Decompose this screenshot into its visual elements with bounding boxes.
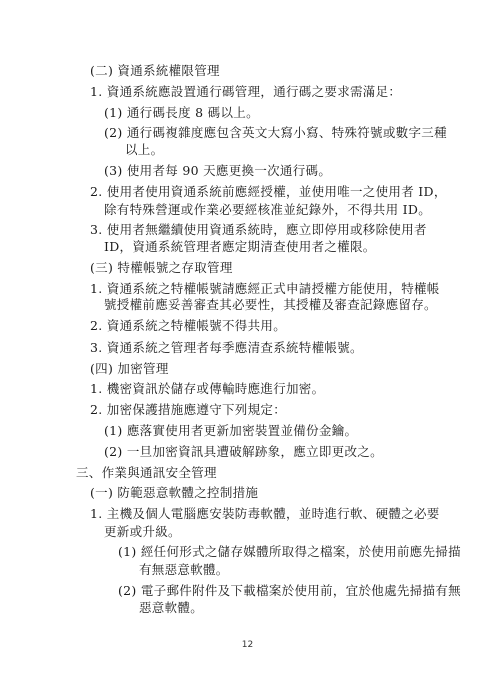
list-item: (2) 通行碼複雜度應包含英文大寫小寫、特殊符號或數字三種 <box>104 125 447 141</box>
list-item-continuation: ID，資通系統管理者應定期清查使用者之權限。 <box>104 239 376 255</box>
list-item: 1. 資通系統應設置通行碼管理，通行碼之要求需滿足： <box>90 83 402 99</box>
list-item-continuation: 除有特殊營運或作業必要經核准並紀錄外，不得共用 ID。 <box>104 201 432 217</box>
list-item: (1) 通行碼長度 8 碼以上。 <box>104 104 259 120</box>
list-item: 3. 使用者無繼續使用資通系統時，應立即停用或移除使用者 <box>90 221 427 237</box>
list-item-continuation: 惡意軟體。 <box>139 600 204 615</box>
list-item: 1. 機密資訊於儲存或傳輸時應進行加密。 <box>90 381 325 397</box>
chapter-heading: 三、作業與通訊安全管理 <box>76 464 217 480</box>
list-item: (1) 應落實使用者更新加密裝置並備份金鑰。 <box>104 423 358 439</box>
list-item: 1. 主機及個人電腦應安裝防毒軟體，並時進行軟、硬體之必要 <box>90 506 440 522</box>
list-item-continuation: 有無惡意軟體。 <box>139 561 229 577</box>
list-item: (2) 電子郵件附件及下載檔案於使用前，宜於他處先掃描有無 <box>118 582 461 598</box>
page-number: 12 <box>241 640 254 650</box>
list-item: 2. 資通系統之特權帳號不得共用。 <box>90 318 287 334</box>
list-item: 3. 資通系統之管理者每季應清查系統特權帳號。 <box>90 339 363 355</box>
list-item: (2) 一旦加密資訊具遭破解跡象，應立即更改之。 <box>104 443 383 459</box>
list-item: (3) 使用者每 90 天應更換一次通行碼。 <box>104 162 332 178</box>
section-heading: (四) 加密管理 <box>90 360 169 376</box>
list-item: (1) 經任何形式之儲存媒體所取得之檔案，於使用前應先掃描 <box>118 544 461 560</box>
section-heading: (二) 資通系統權限管理 <box>90 63 220 78</box>
list-item-continuation: 號授權前應妥善審查其必要性，其授權及審查記錄應留存。 <box>104 297 437 313</box>
list-item-continuation: 更新或升級。 <box>104 523 181 539</box>
section-heading: (三) 特權帳號之存取管理 <box>90 259 233 275</box>
list-item: 2. 加密保護措施應遵守下列規定： <box>90 402 287 418</box>
section-heading: (一) 防範惡意軟體之控制措施 <box>90 485 259 501</box>
list-item: 1. 資通系統之特權帳號請應經正式申請授權方能使用，特權帳 <box>90 280 440 296</box>
list-item-continuation: 以上。 <box>125 141 164 157</box>
list-item: 2. 使用者使用資通系統前應經授權，並使用唯一之使用者 ID， <box>90 184 447 200</box>
